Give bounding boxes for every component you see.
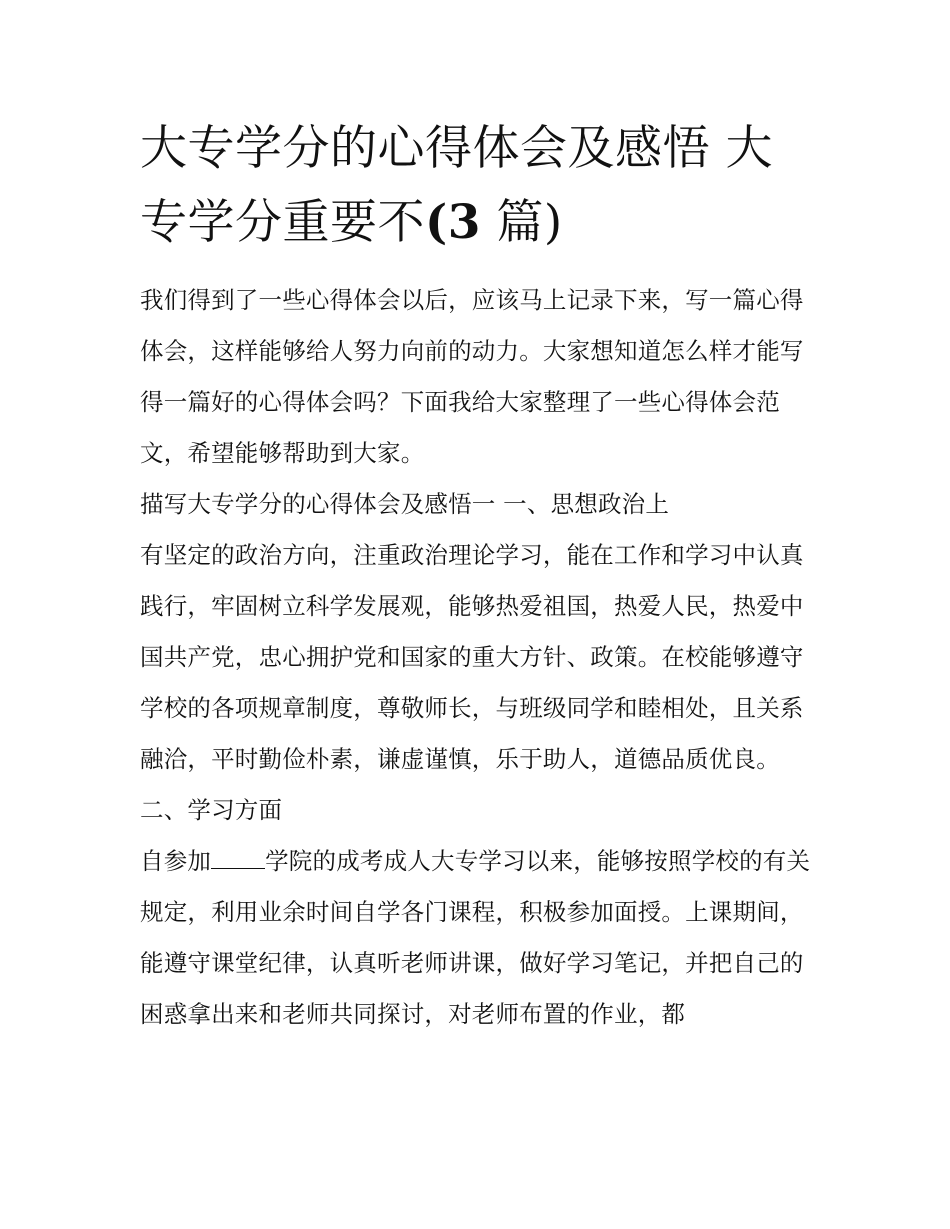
section2-heading: 二、学习方面 [140,796,283,824]
section2-prefix: 自参加 [140,847,212,875]
section2-body [140,836,815,1040]
fill-in-blank [211,846,265,869]
section1-body: 有坚定的政治方向，注重政治理论学习，能在工作和学习中认真践行，牢固树立科学发展观，能够热爱祖国，热爱人民，热爱中国共产党，忠心拥护党和国家的重大方针、政策。在校能够遵守学校的各项规章制度，尊敬师长，与班级同学和睦相处，且关系融洽，平时勤俭朴素，谦虚谨慎，乐于助人，道德品质优良。 [140,541,804,773]
intro-paragraph: 我们得到了一些心得体会以后，应该马上记录下来，写一篇心得体会，这样能够给人努力向前的动力。大家想知道怎么样才能写得一篇好的心得体会吗？下面我给大家整理了一些心得体会范文，希望能够帮助到大家。 [140,286,804,467]
title-text: 大专学分的心得体会及感悟 大专学分重要不 [140,121,773,250]
document-page [140,112,815,1040]
title-count: (3 [425,195,481,250]
section2-text: 学院的成考成人大专学习以来，能够按照学校的有关规定，利用业余时间自学各门课程，积极参加面授。上课期间，能遵守课堂纪律，认真听老师讲课，做好学习笔记，并把自己的困惑拿出来和老师共同探讨，对老师布置的作业，都 [140,847,811,1028]
document-title [140,112,815,260]
title-suffix: 篇) [480,195,563,250]
section1-heading: 描写大专学分的心得体会及感悟一 一、思想政治上 [140,490,670,518]
